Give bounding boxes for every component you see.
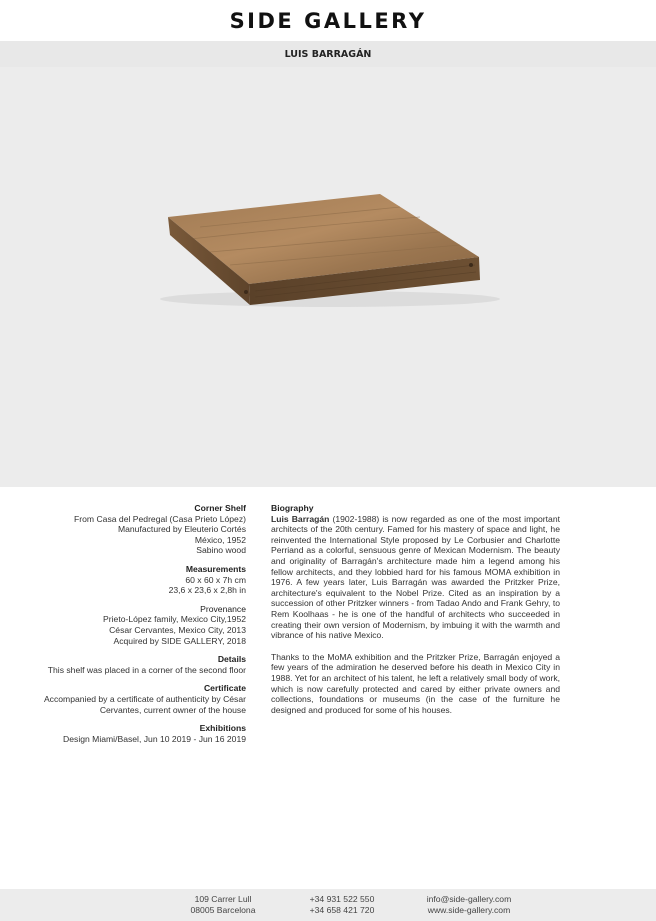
origin-line: From Casa del Pedregal (Casa Prieto López) [74,513,246,524]
provenance-line: Acquired by SIDE GALLERY, 2018 [113,635,246,646]
biography-text: (1902-1988) is now regarded as one of the most important architects of the 20th century. Famed for his mastery of space and light, he reinvented the International Style proposed by Le Corbusier and Charlotte Perriand as a colorful, sensuous genre of Mexican Modernism. The beauty and originality of Barragán's architecture made him a legend among his fellow architects, and they lobbied hard for his famous MOMA exhibition in 1976. A few years later, Luis Barragán was awarded the Pritzker Prize, architecture's equivalent to the Nobel Prize. Cited as an inspiration by a succession of other Pritzker winners - from Tadao Ando and Frank Gehry, to Rem Koolhaas - he is one of the handful of architects who succeeded in creating their own version of Modernism, by imbuing it with the warmth and vibrance of his native Mexico. [271,513,560,641]
artist-name: LUIS BARRAGÁN [284,49,372,60]
biography-paragraph [271,514,560,641]
artist-title-band [0,41,656,67]
website-link[interactable]: www.side-gallery.com [427,905,511,915]
dowel-right [469,263,473,267]
certificate-block [20,683,246,715]
provenance-line: César Cervantes, Mexico City, 2013 [109,624,246,635]
address-line: 08005 Barcelona [190,905,256,915]
email-link[interactable]: info@side-gallery.com [426,894,512,904]
certificate-label: Certificate [203,683,246,694]
certificate-line: Accompanied by a certificate of authenticity by César [43,693,246,704]
dowel-left [244,290,248,294]
product-details-column [20,503,246,752]
exhibition-line: Design Miami/Basel, Jun 10 2019 - Jun 16 2019 [63,733,246,744]
origin-block [20,503,246,556]
measurements-label: Measurements [185,563,246,574]
footer-contact [410,894,528,916]
address-line: 109 Carrer Lull [194,894,252,904]
exhibitions-block [20,723,246,744]
provenance-label: Provenance [200,603,246,614]
provenance-block [20,604,246,646]
biography-column [271,503,560,726]
measurement-line: 60 x 60 x 7h cm [185,574,246,585]
origin-line: Manufactured by Eleuterio Cortés [117,524,246,535]
gallery-brand: SIDE GALLERY [229,9,427,33]
exhibitions-label: Exhibitions [199,723,246,734]
biography-paragraph: Thanks to the MoMA exhibition and the Pritzker Prize, Barragán enjoyed a few years of the admiration he deserved before his death in Mexico City in 1988. Yet for an architect of his talent, he left a relatively small body of work, which is now carefully protected and cared by either private owners and collections, foundations or museums (in the case of the furniture he designed and produced for some of his houses. [271,651,561,715]
measurement-line: 23,6 x 23,6 x 2,8h in [168,585,246,596]
biography-name: Luis Barragán [271,513,330,524]
origin-line: México, 1952 [194,534,246,545]
origin-line: Sabino wood [196,545,246,556]
provenance-line: Prieto-López family, Mexico City,1952 [103,614,246,625]
details-block [20,654,246,675]
footer-phones [287,894,397,916]
product-title: Corner Shelf [194,503,246,513]
phone-link[interactable]: +34 658 421 720 [309,905,375,915]
footer [0,889,656,921]
measurements-block [20,564,246,596]
phone-link[interactable]: +34 931 522 550 [309,894,375,904]
details-text: This shelf was placed in a corner of the second floor [47,664,246,675]
certificate-line: Cervantes, current owner of the house [99,704,246,715]
biography-label: Biography [271,503,314,513]
product-photo [0,67,656,487]
footer-address [168,894,278,916]
details-label: Details [217,654,246,665]
wood-shelf-illustration [0,67,656,487]
